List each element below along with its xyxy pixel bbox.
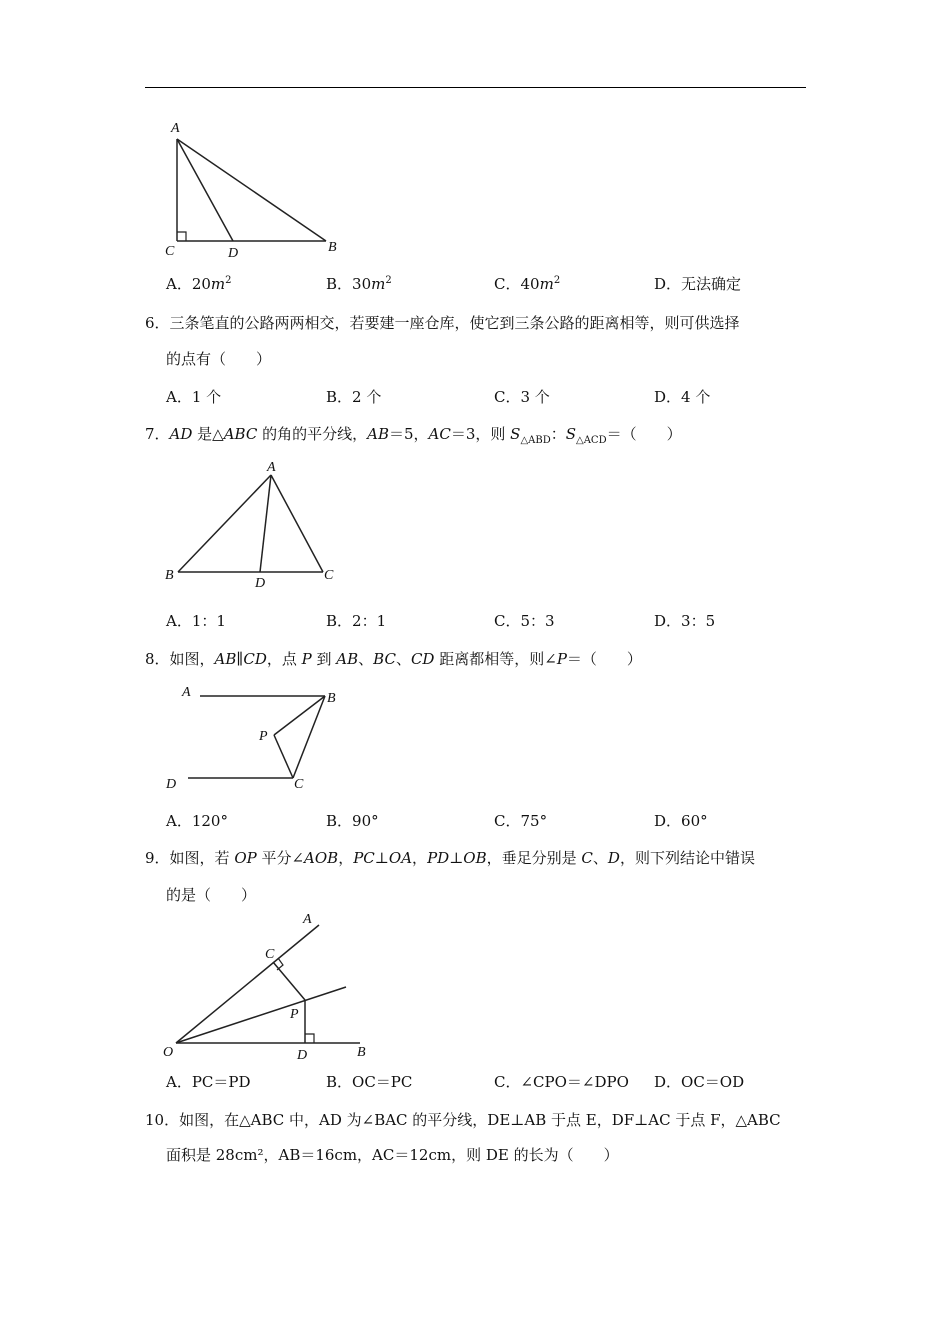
q9-stem-line2: 的是（ ）	[166, 886, 257, 904]
q6-option-d[interactable]: D．4 个	[654, 388, 711, 406]
q7-side-ac	[271, 475, 323, 572]
q7-label-d: D	[255, 576, 266, 591]
q5-label-b: B	[328, 240, 337, 255]
q7-label-c: C	[324, 568, 334, 583]
q9-label-o: O	[163, 1045, 174, 1060]
q8-parallel-figure	[160, 680, 360, 795]
q9-option-a[interactable]: A．PC＝PD	[166, 1073, 251, 1091]
q5-option-c[interactable]: C．$40m^2$	[494, 275, 561, 293]
q9-angle-figure	[160, 905, 380, 1065]
q8-option-b[interactable]: B．90°	[326, 812, 379, 830]
q5-option-d[interactable]: D．无法确定	[654, 275, 742, 293]
q9-stem-line1: 9．如图，若 OP 平分∠AOB，PC⊥OA，PD⊥OB，垂足分别是 C、D，则下列结论中错误	[145, 849, 755, 867]
q5-label-c: C	[165, 244, 175, 259]
q7-option-c[interactable]: C．5：3	[494, 612, 555, 630]
q9-ray-oa	[176, 925, 319, 1043]
q8-label-c: C	[294, 777, 304, 792]
q7-side-ab	[178, 475, 271, 572]
q9-label-p: P	[290, 1007, 299, 1022]
q6-stem-line1: 6．三条笔直的公路两两相交，若要建一座仓库，使它到三条公路的距离相等，则可供选择	[145, 314, 740, 332]
q9-segment-pc	[273, 962, 305, 1000]
q9-label-a: A	[303, 912, 312, 927]
q8-option-d[interactable]: D．60°	[654, 812, 708, 830]
q9-label-b: B	[357, 1045, 366, 1060]
q9-option-b[interactable]: B．OC＝PC	[326, 1073, 413, 1091]
q7-triangle-figure	[160, 455, 350, 595]
q5-label-d: D	[228, 246, 239, 261]
q10-stem-line1: 10．如图，在△ABC 中，AD 为∠BAC 的平分线，DE⊥AB 于点 E，DF⊥AC 于点 F，△ABC	[145, 1111, 781, 1129]
q6-option-c[interactable]: C．3 个	[494, 388, 550, 406]
q9-option-c[interactable]: C．∠CPO＝∠DPO	[494, 1073, 629, 1091]
q7-option-b[interactable]: B．2：1	[326, 612, 387, 630]
q9-ray-op	[176, 987, 346, 1043]
q6-stem-line2: 的点有（ ）	[166, 350, 272, 368]
q5-triangle-figure	[160, 115, 350, 265]
q7-label-b: B	[165, 568, 174, 583]
q10-stem-line2: 面积是 28cm²，AB＝16cm，AC＝12cm，则 DE 的长为（ ）	[166, 1146, 619, 1164]
q8-option-a[interactable]: A．120°	[166, 812, 228, 830]
q5-label-a: A	[171, 121, 180, 136]
q7-label-a: A	[267, 460, 276, 475]
q9-label-d: D	[297, 1048, 308, 1063]
q9-option-d[interactable]: D．OC＝OD	[654, 1073, 745, 1091]
q9-label-c: C	[265, 947, 275, 962]
q5-segment-ad	[177, 139, 233, 241]
q5-right-angle-mark	[177, 232, 186, 241]
q7-stem: 7．AD 是△ABC 的角的平分线，AB＝5，AC＝3，则 $S_{\triangle ABD}$：$S_{\triangle ACD}=$（ ）	[145, 425, 682, 446]
q6-option-b[interactable]: B．2 个	[326, 388, 382, 406]
q5-side-ab	[177, 139, 326, 241]
q5-option-a[interactable]: A．$20m^2$	[166, 275, 232, 293]
header-rule	[145, 87, 806, 88]
q6-option-a[interactable]: A．1 个	[166, 388, 222, 406]
q8-option-c[interactable]: C．75°	[494, 812, 548, 830]
q9-right-angle-d	[305, 1034, 314, 1043]
q8-label-p: P	[259, 729, 268, 744]
q7-option-d[interactable]: D．3：5	[654, 612, 716, 630]
q7-segment-ad	[260, 475, 271, 572]
q8-label-a: A	[182, 685, 191, 700]
q8-label-b: B	[327, 691, 336, 706]
q8-stem: 8．如图，AB∥CD，点 P 到 AB、BC、CD 距离都相等，则∠P＝（ ）	[145, 650, 642, 668]
q8-label-d: D	[166, 777, 177, 792]
q7-option-a[interactable]: A．1：1	[166, 612, 226, 630]
q5-option-b[interactable]: B．$30m^2$	[326, 275, 392, 293]
q8-segment-pc	[274, 735, 293, 778]
